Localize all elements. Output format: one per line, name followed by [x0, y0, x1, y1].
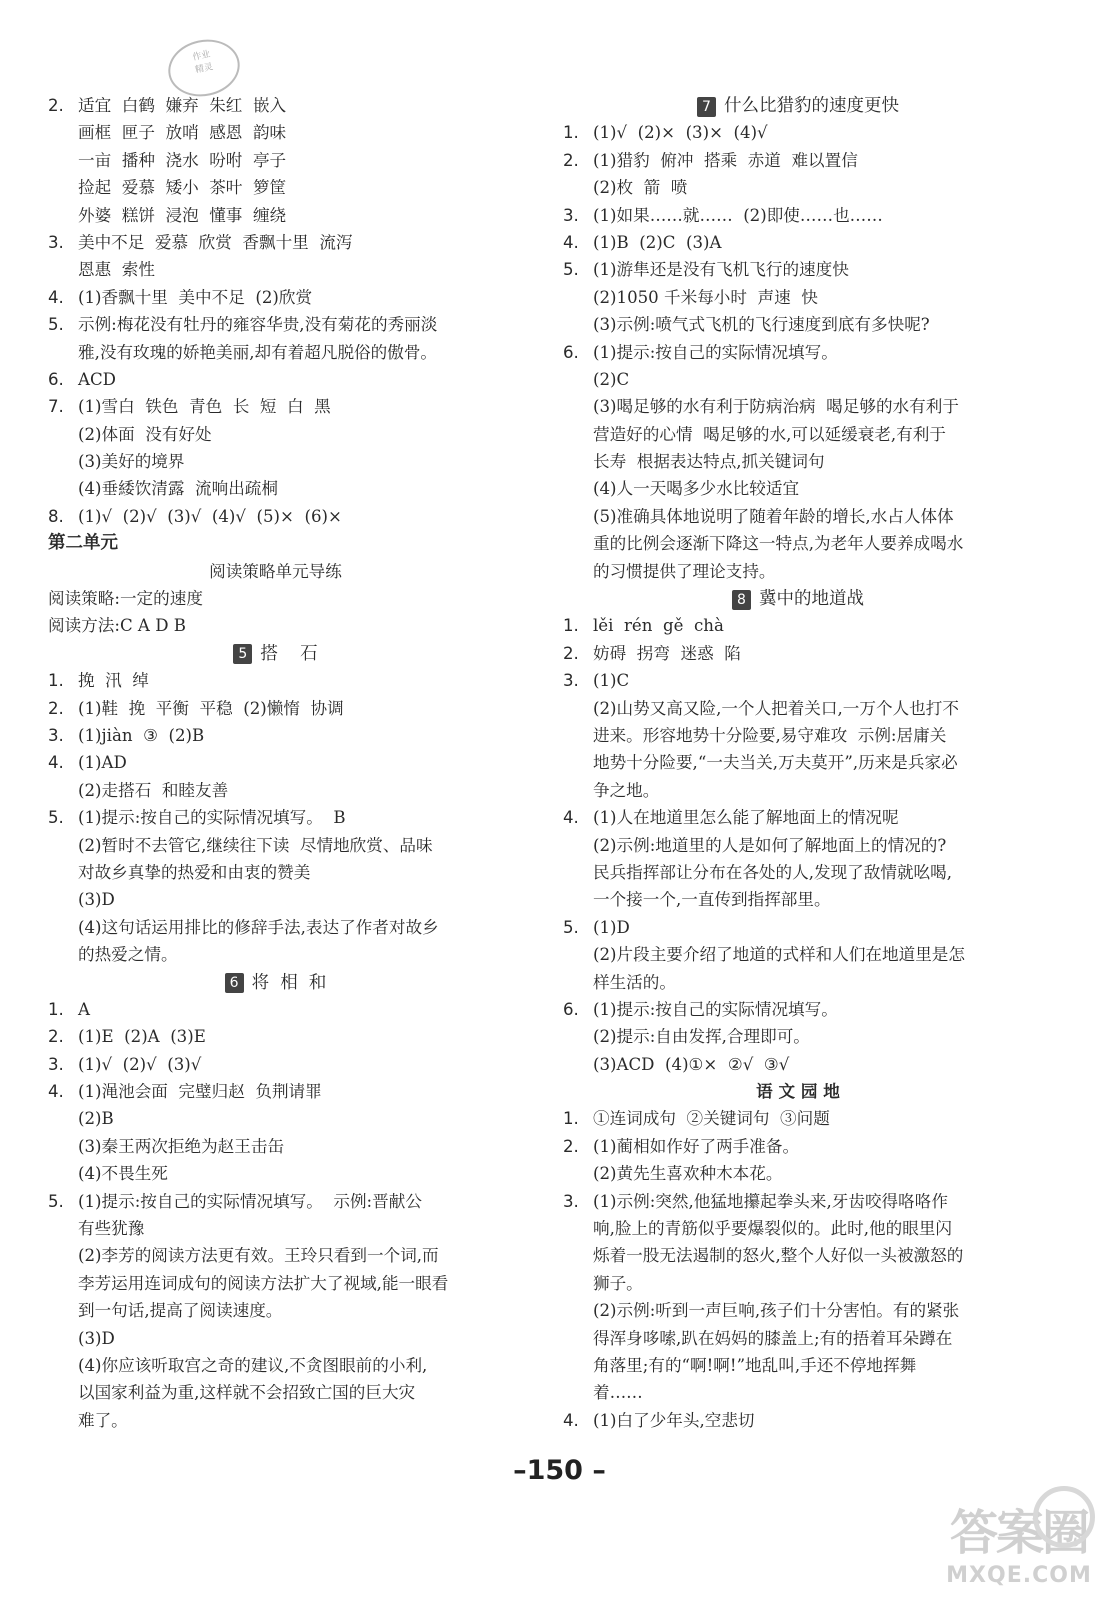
answer-line: [563, 996, 1033, 1023]
question-number: 4.: [48, 287, 64, 307]
answer-text: (1)白了少年头,空悲切: [593, 1410, 755, 1430]
answer-text: (4)这句话运用排比的修辞手法,表达了作者对故乡: [78, 917, 439, 937]
answer-line: [48, 1160, 503, 1187]
question-number: 2.: [563, 150, 579, 170]
answer-line: [563, 284, 1033, 311]
left-column: [48, 92, 503, 1434]
answer-text: (1)示例:突然,他猛地攥起拳头来,牙齿咬得咯咯作: [593, 1191, 948, 1211]
answer-text: (3)D: [78, 890, 115, 910]
answer-text: (1)渑池会面 完璧归赵 负荆请罪: [78, 1082, 322, 1102]
answer-line: [48, 1023, 503, 1050]
answer-text: (1)√ (2)√ (3)√: [78, 1054, 202, 1074]
answer-text: 进来。形容地势十分险要,易守难攻 示例:居庸关: [593, 725, 947, 745]
answer-text: 狮子。: [593, 1273, 643, 1293]
answer-text: (1)猎豹 俯冲 搭乘 赤道 难以置信: [593, 150, 858, 170]
answer-line: [563, 1270, 1033, 1297]
answer-text: (1)人在地道里怎么能了解地面上的情况呢: [593, 808, 899, 828]
answer-line: [563, 339, 1033, 366]
answer-text: A: [78, 999, 90, 1019]
answer-line: [48, 174, 503, 201]
answer-text: (3)美好的境界: [78, 452, 185, 472]
answer-text: lěi rén gě chà: [593, 616, 724, 636]
answer-text: (1)如果……就…… (2)即使……也……: [593, 205, 883, 225]
answer-text: 恩惠 索性: [78, 260, 155, 280]
question-number: 4.: [563, 808, 579, 828]
answer-line: [48, 448, 503, 475]
answer-line: [48, 503, 503, 530]
question-number: 2.: [563, 643, 579, 663]
question-number: 5.: [48, 315, 64, 335]
answer-text: (1)D: [593, 917, 630, 937]
lesson-title-text: 将 相 和: [251, 972, 327, 993]
answer-line: [563, 667, 1033, 694]
answer-text: 以国家利益为重,这样就不会招致亡国的巨大灾: [78, 1383, 416, 1403]
question-number: 1.: [563, 616, 579, 636]
answer-text: (3)ACD (4)①× ②√ ③√: [593, 1054, 790, 1074]
stamp-seal: 作业 精灵: [163, 33, 245, 103]
answer-line: [48, 941, 503, 968]
answer-text: 一亩 播种 浇水 吩咐 亭子: [78, 150, 287, 170]
answer-line: [48, 804, 503, 831]
answer-text: (2)体面 没有好处: [78, 424, 212, 444]
answer-line: [48, 1407, 503, 1434]
answer-line: [48, 832, 503, 859]
answer-line: [48, 284, 503, 311]
answer-line: [48, 311, 503, 338]
question-number: 8.: [48, 506, 64, 526]
question-number: 1.: [48, 999, 64, 1019]
question-number: 3.: [48, 725, 64, 745]
question-number: 6.: [563, 999, 579, 1019]
answer-text: (4)垂緌饮清露 流响出疏桐: [78, 479, 278, 499]
answer-line: [48, 1133, 503, 1160]
answer-line: [563, 1023, 1033, 1050]
answer-text: (1)AD: [78, 753, 127, 773]
answer-line: [48, 229, 503, 256]
answer-line: [563, 1105, 1033, 1132]
answer-line: [563, 1379, 1033, 1406]
answer-text: 的习惯提供了理论支持。: [593, 561, 776, 581]
answer-line: [48, 1188, 503, 1215]
question-number: 4.: [48, 1082, 64, 1102]
answer-line: [48, 1215, 503, 1242]
answer-line: [563, 147, 1033, 174]
answer-line: [563, 1352, 1033, 1379]
answer-text: (2)暂时不去管它,继续往下读 尽情地欣赏、品味: [78, 835, 433, 855]
question-number: 3.: [48, 1054, 64, 1074]
answer-line: [563, 777, 1033, 804]
question-number: 2.: [48, 1027, 64, 1047]
answer-line: [563, 558, 1033, 585]
answer-line: [48, 667, 503, 694]
watermark-circle-icon: [1033, 1486, 1095, 1548]
answer-text: (1)雪白 铁色 青色 长 短 白 黑: [78, 397, 331, 417]
answer-text: 民兵指挥部让分布在各处的人,发现了敌情就吆喝,: [593, 862, 953, 882]
answer-text: (4)你应该听取宫之奇的建议,不贪图眼前的小利,: [78, 1355, 428, 1375]
answer-text: (1)香飘十里 美中不足 (2)欣赏: [78, 287, 313, 307]
answer-line: [48, 339, 503, 366]
page-number: –150 –: [513, 1455, 606, 1486]
question-number: 6.: [563, 342, 579, 362]
answer-line: [563, 804, 1033, 831]
answer-line: 阅读方法:C A D B: [48, 616, 186, 636]
answer-text: 的热爱之情。: [78, 945, 178, 965]
question-number: 5.: [48, 808, 64, 828]
answer-text: 适宜 白鹤 嫌弃 朱红 嵌入: [78, 96, 287, 115]
answer-line: [563, 695, 1033, 722]
answer-text: 对故乡真挚的热爱和由衷的赞美: [78, 862, 311, 882]
answer-line: [563, 1407, 1033, 1434]
answer-line: [48, 749, 503, 776]
answer-line: [48, 695, 503, 722]
answer-line: [48, 421, 503, 448]
answer-text: 外婆 糕饼 浸泡 懂事 缠绕: [78, 205, 287, 225]
answer-text: 长寿 根据表达特点,抓关键词句: [593, 452, 825, 472]
answer-text: 挽 汛 绰: [78, 671, 149, 691]
lesson-title-text: 搭 石: [260, 643, 318, 664]
answer-line: [563, 119, 1033, 146]
answer-line: [563, 448, 1033, 475]
answer-text: 画框 匣子 放哨 感恩 韵味: [78, 123, 287, 143]
answer-text: 捡起 爱慕 矮小 茶叶 箩筐: [78, 178, 287, 198]
answer-line: [48, 475, 503, 502]
answer-line: [563, 722, 1033, 749]
answer-line: [48, 1242, 503, 1269]
unit-heading: 第二单元: [48, 533, 118, 554]
answer-line: [48, 722, 503, 749]
answer-text: (2)提示:自由发挥,合理即可。: [593, 1027, 810, 1047]
answer-text: (1)提示:按自己的实际情况填写。 B: [78, 808, 346, 828]
answer-text: (3)秦王两次拒绝为赵王击缶: [78, 1136, 285, 1156]
answer-text: (1)提示:按自己的实际情况填写。: [593, 342, 838, 362]
answer-text: (2)走搭石 和睦友善: [78, 780, 229, 800]
answer-text: (1)E (2)A (3)E: [78, 1027, 206, 1047]
answer-text: (5)准确具体地说明了随着年龄的增长,水占人体体: [593, 506, 954, 526]
answer-line: 阅读策略:一定的速度: [48, 589, 203, 609]
answer-text: 着……: [593, 1383, 643, 1403]
lesson-title-text: 冀中的地道战: [759, 589, 864, 610]
answer-text: 样生活的。: [593, 972, 676, 992]
answer-text: (1)B (2)C (3)A: [593, 232, 722, 252]
answer-line: [563, 311, 1033, 338]
question-number: 5.: [563, 917, 579, 937]
answer-text: 营造好的心情 喝足够的水,可以延缓衰老,有利于: [593, 424, 946, 444]
answer-text: (2)黄先生喜欢种木本花。: [593, 1164, 783, 1184]
answer-line: [563, 969, 1033, 996]
answer-text: 妨碍 拐弯 迷惑 陷: [593, 643, 741, 663]
answer-line: [48, 1270, 503, 1297]
answer-line: [48, 1078, 503, 1105]
answer-text: 烁着一股无法遏制的怒火,整个人好似一头被激怒的: [593, 1246, 964, 1266]
answer-line: [48, 366, 503, 393]
answer-text: 雅,没有玫瑰的娇艳美丽,却有着超凡脱俗的傲骨。: [78, 342, 438, 362]
question-number: 3.: [48, 232, 64, 252]
answer-line: [48, 256, 503, 283]
answer-text: (3)喝足够的水有利于防病治病 喝足够的水有利于: [593, 397, 959, 417]
answer-line: [563, 1188, 1033, 1215]
answer-text: (4)人一天喝多少水比较适宜: [593, 479, 800, 499]
answer-line: [563, 174, 1033, 201]
answer-text: 角落里;有的“啊!啊!”地乱叫,手还不停地挥舞: [593, 1355, 917, 1375]
answer-text: (2)示例:听到一声巨响,孩子们十分害怕。有的紧张: [593, 1301, 960, 1321]
right-column: [563, 92, 1033, 1434]
answer-text: (1)鞋 挽 平衡 平稳 (2)懒惰 协调: [78, 698, 344, 718]
answer-line: [48, 859, 503, 886]
answer-text: (4)不畏生死: [78, 1164, 168, 1184]
question-number: 3.: [563, 671, 579, 691]
lesson-title: [563, 92, 1033, 119]
answer-line: [563, 229, 1033, 256]
lesson-title: [563, 585, 1033, 612]
answer-line: [563, 1297, 1033, 1324]
answer-text: 到一句话,提高了阅读速度。: [78, 1301, 283, 1321]
answer-text: 有些犹豫: [78, 1219, 145, 1239]
question-number: 7.: [48, 397, 64, 417]
answer-line: [563, 941, 1033, 968]
answer-line: [48, 1297, 503, 1324]
question-number: 4.: [563, 232, 579, 252]
question-number: 2.: [563, 1136, 579, 1156]
answer-text: (2)1050 千米每小时 声速 快: [593, 287, 818, 307]
answer-line: [48, 1325, 503, 1352]
lesson-title-text: 什么比猎豹的速度更快: [724, 96, 899, 116]
answer-line: [563, 256, 1033, 283]
answer-line: [48, 914, 503, 941]
answer-text: (2)李芳的阅读方法更有效。王玲只看到一个词,而: [78, 1246, 439, 1266]
answer-line: [48, 1051, 503, 1078]
answer-line: [563, 1160, 1033, 1187]
answer-text: ①连词成句 ②关键词句 ③问题: [593, 1109, 830, 1129]
lesson-number-badge: 7: [697, 97, 716, 117]
answer-text: 重的比例会逐渐下降这一特点,为老年人要养成喝水: [593, 534, 964, 554]
answer-text: 得浑身哆嗦,趴在妈妈的膝盖上;有的捂着耳朵蹲在: [593, 1328, 953, 1348]
answer-line: [563, 421, 1033, 448]
answer-line: [563, 475, 1033, 502]
answer-line: [563, 859, 1033, 886]
question-number: 1.: [563, 1109, 579, 1129]
answer-line: [48, 147, 503, 174]
answer-line: [563, 914, 1033, 941]
answer-text: 地势十分险要,“一夫当关,万夫莫开”,历来是兵家必: [593, 753, 958, 773]
question-number: 2.: [48, 96, 64, 115]
answer-line: [563, 640, 1033, 667]
answer-line: [563, 202, 1033, 229]
answer-line: [563, 886, 1033, 913]
question-number: 4.: [48, 753, 64, 773]
answer-line: [48, 777, 503, 804]
answer-line: [48, 202, 503, 229]
answer-line: [48, 1379, 503, 1406]
answer-text: (1)蔺相如作好了两手准备。: [593, 1136, 800, 1156]
lesson-number-badge: 5: [233, 644, 252, 664]
question-number: 5.: [48, 1191, 64, 1211]
answer-line: [563, 749, 1033, 776]
answer-text: ACD: [78, 369, 116, 389]
answer-text: 示例:梅花没有牡丹的雍容华贵,没有菊花的秀丽淡: [78, 315, 438, 335]
answer-text: (1)√ (2)√ (3)√ (4)√ (5)× (6)×: [78, 506, 342, 526]
answer-text: (2)B: [78, 1109, 114, 1129]
answer-text: (1)游隼还是没有飞机飞行的速度快: [593, 260, 849, 280]
section-subtitle: 阅读策略单元导练: [209, 561, 342, 581]
answer-text: (2)片段主要介绍了地道的式样和人们在地道里是怎: [593, 945, 965, 965]
answer-line: [48, 886, 503, 913]
answer-text: (2)示例:地道里的人是如何了解地面上的情况的?: [593, 835, 947, 855]
answer-text: 一个接一个,一直传到指挥部里。: [593, 890, 831, 910]
question-number: 2.: [48, 698, 64, 718]
question-number: 6.: [48, 369, 64, 389]
answer-line: [48, 393, 503, 420]
answer-line: [563, 503, 1033, 530]
answer-line: [48, 1352, 503, 1379]
answer-line: [563, 612, 1033, 639]
answer-line: [563, 1325, 1033, 1352]
question-number: 3.: [563, 1191, 579, 1211]
answer-text: 美中不足 爱慕 欣赏 香飘十里 流泻: [78, 232, 353, 252]
lesson-title: [48, 969, 503, 996]
answer-text: (1)提示:按自己的实际情况填写。 示例:晋献公: [78, 1191, 422, 1211]
answer-line: [48, 119, 503, 146]
answer-line: [563, 1215, 1033, 1242]
watermark-logo: 答案圈 MXQE.COM: [929, 1480, 1109, 1590]
answer-line: [563, 530, 1033, 557]
answer-text: (1)jiàn ③ (2)B: [78, 725, 205, 745]
lesson-number-badge: 8: [732, 590, 751, 610]
answer-line: [48, 92, 503, 119]
answer-line: [48, 1105, 503, 1132]
answer-line: [563, 1242, 1033, 1269]
answer-line: [563, 1051, 1033, 1078]
answer-text: 响,脸上的青筋似乎要爆裂似的。此时,他的眼里闪: [593, 1219, 953, 1239]
answer-text: 李芳运用连词成句的阅读方法扩大了视域,能一眼看: [78, 1273, 449, 1293]
question-number: 3.: [563, 205, 579, 225]
answer-text: (1)提示:按自己的实际情况填写。: [593, 999, 838, 1019]
answer-text: (3)D: [78, 1328, 115, 1348]
answer-text: (2)山势又高又险,一个人把着关口,一万个人也打不: [593, 698, 959, 718]
answer-text: 争之地。: [593, 780, 660, 800]
question-number: 1.: [48, 671, 64, 691]
answer-text: (2)枚 箭 喷: [593, 178, 688, 198]
answer-text: (2)C: [593, 369, 630, 389]
question-number: 1.: [563, 123, 579, 143]
lesson-number-badge: 6: [225, 973, 244, 993]
lesson-title: [48, 640, 503, 667]
answer-text: (1)√ (2)× (3)× (4)√: [593, 123, 768, 143]
question-number: 4.: [563, 1410, 579, 1430]
answer-text: (1)C: [593, 671, 630, 691]
answer-text: 难了。: [78, 1410, 128, 1430]
question-number: 5.: [563, 260, 579, 280]
answer-line: [563, 393, 1033, 420]
answer-line: [563, 1133, 1033, 1160]
answer-line: [563, 832, 1033, 859]
answer-text: (3)示例:喷气式飞机的飞行速度到底有多快呢?: [593, 315, 930, 335]
section-heading: 语 文 园 地: [756, 1082, 840, 1102]
answer-line: [48, 996, 503, 1023]
answer-line: [563, 366, 1033, 393]
